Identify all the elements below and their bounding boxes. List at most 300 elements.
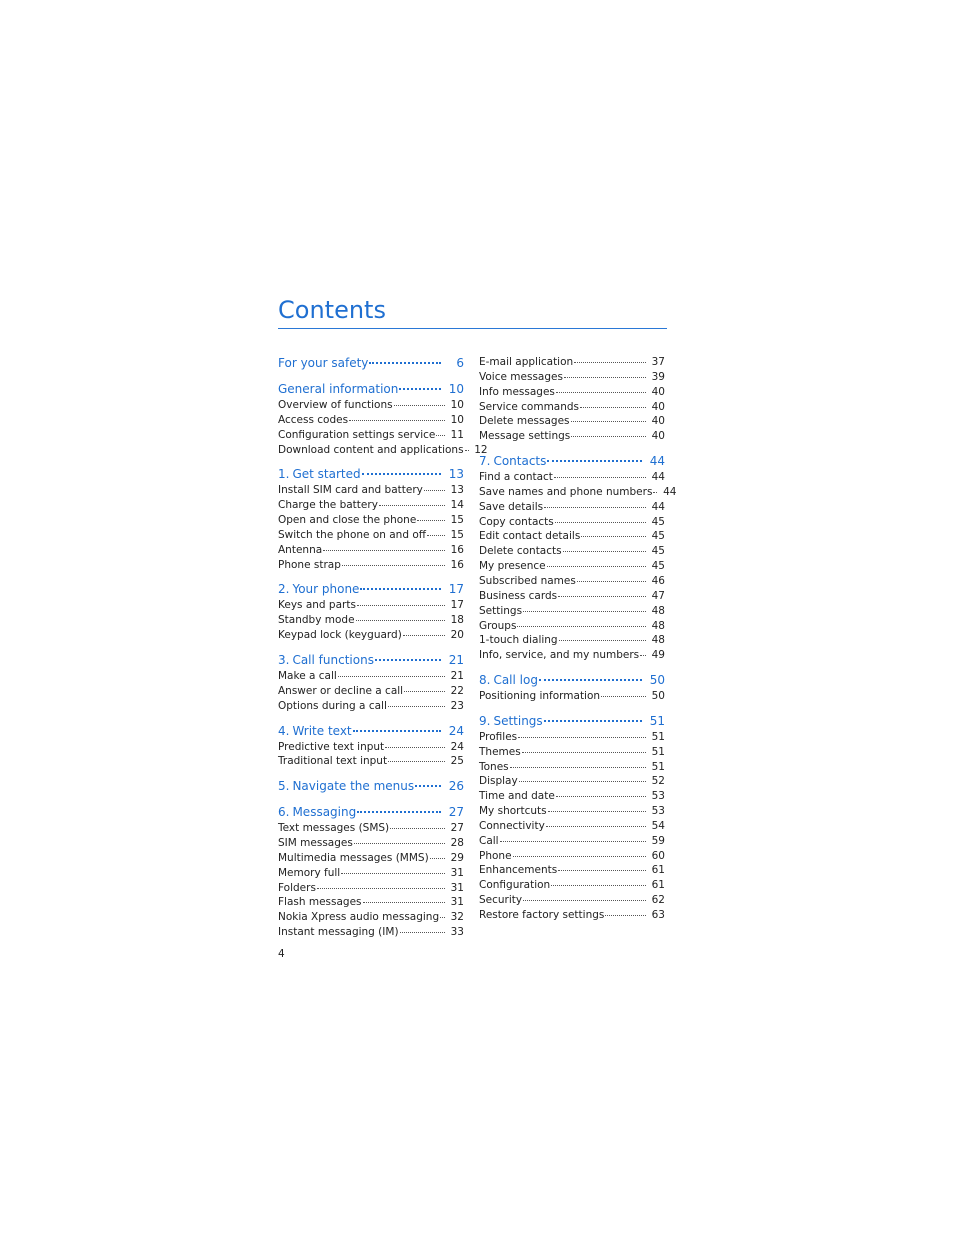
toc-entry-link[interactable] — [278, 413, 464, 428]
chapter-title: Get started — [292, 467, 361, 482]
dot-leader — [574, 362, 646, 363]
toc-entry-link[interactable] — [479, 414, 665, 429]
toc-entry-link[interactable] — [278, 836, 464, 851]
dot-leader — [500, 841, 646, 842]
chapter-page: 21 — [448, 652, 464, 667]
toc-entry-link[interactable] — [479, 589, 665, 604]
toc-entry-link[interactable] — [278, 866, 464, 881]
entry-title: Business cards — [479, 589, 558, 602]
toc-chapter-link[interactable] — [278, 355, 464, 372]
entry-title: Folders — [278, 881, 316, 894]
entry-page: 51 — [651, 730, 665, 743]
entry-title: Voice messages — [479, 370, 563, 383]
dot-leader — [440, 917, 445, 918]
dot-leader — [400, 932, 445, 933]
entry-page: 54 — [651, 819, 665, 832]
entry-page: 33 — [450, 926, 464, 939]
entry-page: 40 — [651, 400, 665, 413]
toc-entry-link[interactable] — [278, 740, 464, 755]
dot-leader — [564, 377, 646, 378]
chapter-title: General information — [278, 382, 399, 396]
toc-entry-link[interactable] — [479, 730, 665, 745]
toc-entry-link[interactable] — [278, 498, 464, 513]
toc-entry-link[interactable] — [479, 648, 665, 663]
chapter-page: 17 — [448, 582, 464, 597]
entry-title: Tones — [479, 760, 509, 773]
toc-chapter-link[interactable] — [278, 723, 464, 740]
toc-entry-link[interactable] — [278, 821, 464, 836]
entry-page: 21 — [450, 669, 464, 682]
entry-page: 40 — [651, 430, 665, 443]
title-divider — [278, 328, 667, 329]
dot-leader — [518, 737, 646, 738]
toc-entry-link[interactable] — [278, 483, 464, 498]
entry-page: 28 — [450, 837, 464, 850]
entry-page: 10 — [450, 399, 464, 411]
toc-entry-link[interactable] — [479, 834, 665, 849]
chapter-number: 9. — [479, 713, 491, 728]
entry-title: 1-touch dialing — [479, 634, 558, 647]
toc-entry-link[interactable] — [278, 925, 464, 940]
dot-leader — [544, 507, 646, 508]
toc-entry-link[interactable] — [479, 689, 665, 704]
toc-entry-link[interactable] — [479, 500, 665, 515]
toc-entry-link[interactable] — [479, 529, 665, 544]
dot-leader — [555, 522, 646, 523]
toc-entry-link[interactable] — [479, 633, 665, 648]
entry-title: Positioning information — [479, 690, 601, 703]
chapter-number: 3. — [278, 652, 290, 667]
toc-entry-link[interactable] — [278, 528, 464, 543]
entry-page: 48 — [651, 619, 665, 632]
toc-entry-link[interactable] — [278, 398, 464, 413]
toc-chapter-link[interactable] — [278, 652, 464, 669]
entry-page: 10 — [450, 413, 464, 426]
chapter-title: Contacts — [493, 454, 547, 469]
dot-leader — [357, 605, 445, 606]
dot-leader — [556, 392, 646, 393]
toc-entry-link[interactable] — [479, 789, 665, 804]
toc-section — [278, 652, 464, 714]
toc-right-column — [479, 355, 677, 932]
toc-entry-link[interactable] — [479, 355, 665, 370]
dot-leader — [317, 888, 445, 889]
toc-entry-link[interactable] — [479, 515, 665, 530]
entry-title: Overview of functions — [278, 399, 393, 411]
entry-page: 22 — [450, 684, 464, 697]
entry-title: Settings — [479, 604, 523, 617]
entry-page: 51 — [651, 760, 665, 773]
dot-leader — [430, 858, 445, 859]
entry-page: 23 — [450, 699, 464, 712]
dot-leader — [522, 752, 646, 753]
entry-page: 63 — [651, 909, 665, 921]
toc-entry-link[interactable] — [278, 910, 464, 925]
entry-page: 60 — [651, 849, 665, 862]
toc-entry-link[interactable] — [278, 851, 464, 866]
toc-entry-link[interactable] — [479, 544, 665, 559]
entry-title: Enhancements — [479, 864, 558, 877]
toc-chapter-link[interactable] — [278, 466, 464, 483]
entry-title: Subscribed names — [479, 574, 576, 587]
dot-leader — [523, 611, 646, 612]
entry-title: Standby mode — [278, 614, 355, 627]
toc-section — [479, 453, 677, 663]
dot-leader — [517, 626, 646, 627]
entry-title: Options during a call — [278, 699, 387, 712]
toc-section — [479, 672, 665, 704]
toc-entry-link[interactable] — [479, 574, 665, 589]
entry-page: 53 — [651, 790, 665, 803]
toc-left-column — [278, 355, 488, 949]
chapter-title: For your safety — [278, 356, 369, 370]
toc-entry-link[interactable] — [479, 849, 665, 864]
chapter-title: Call log — [493, 673, 538, 688]
entry-page: 45 — [651, 560, 665, 573]
dot-leader — [369, 362, 441, 364]
toc-entry-link[interactable] — [479, 908, 665, 923]
chapter-title: Your phone — [292, 582, 360, 597]
entry-title: Save names and phone numbers — [479, 485, 653, 498]
entry-page: 39 — [651, 370, 665, 383]
toc-entry-link[interactable] — [278, 428, 464, 443]
dot-leader — [349, 420, 445, 421]
chapter-page: 27 — [448, 805, 464, 820]
entry-page: 14 — [450, 499, 464, 512]
entry-page: 16 — [450, 558, 464, 571]
entry-page: 59 — [651, 834, 665, 847]
dot-leader — [417, 520, 445, 521]
chapter-title: Navigate the menus — [292, 779, 415, 794]
chapter-title: Call functions — [292, 652, 374, 667]
entry-page: 27 — [450, 822, 464, 835]
toc-entry-link[interactable] — [278, 754, 464, 769]
entry-page: 40 — [651, 385, 665, 398]
entry-page: 20 — [450, 629, 464, 642]
toc-entry-link[interactable] — [278, 558, 464, 573]
dot-leader — [559, 640, 646, 641]
entry-page: 16 — [450, 543, 464, 556]
dot-leader — [388, 706, 445, 707]
toc-entry-link[interactable] — [479, 429, 665, 444]
dot-leader — [424, 490, 445, 491]
entry-title: Phone — [479, 849, 512, 862]
entry-page: 17 — [450, 599, 464, 612]
entry-page: 45 — [651, 530, 665, 543]
entry-title: Call — [479, 834, 499, 847]
toc-entry-link[interactable] — [278, 895, 464, 910]
toc-entry-link[interactable] — [479, 804, 665, 819]
dot-leader — [385, 747, 445, 748]
entry-title: Text messages (SMS) — [278, 822, 390, 835]
entry-title: Groups — [479, 619, 517, 632]
entry-title: Security — [479, 894, 523, 907]
dot-leader — [548, 811, 646, 812]
entry-title: Themes — [479, 745, 521, 758]
entry-title: SIM messages — [278, 837, 353, 850]
toc-entry-link[interactable] — [479, 878, 665, 893]
entry-title: Traditional text input — [278, 755, 388, 768]
entry-title: Nokia Xpress audio messaging — [278, 911, 440, 924]
toc-entry-link[interactable] — [479, 760, 665, 775]
entry-title: Service commands — [479, 400, 580, 413]
toc-entry-link[interactable] — [479, 619, 665, 634]
toc-chapter-link[interactable] — [479, 713, 665, 730]
chapter-number: 8. — [479, 673, 491, 688]
chapter-page: 50 — [649, 673, 665, 688]
dot-leader — [394, 405, 445, 406]
entry-title: Multimedia messages (MMS) — [278, 851, 429, 864]
chapter-number: 6. — [278, 805, 290, 820]
toc-entry-link[interactable] — [479, 385, 665, 400]
entry-title: Find a contact — [479, 471, 553, 484]
entry-title: Configuration — [479, 879, 551, 892]
entry-title: Instant messaging (IM) — [278, 926, 399, 939]
entry-title: My shortcuts — [479, 805, 547, 818]
entry-page: 61 — [651, 864, 665, 877]
entry-page: 11 — [450, 428, 464, 441]
entry-page: 45 — [651, 515, 665, 528]
entry-title: Phone strap — [278, 558, 341, 571]
chapter-page: 51 — [649, 713, 665, 728]
dot-leader — [519, 781, 646, 782]
entry-title: Delete contacts — [479, 545, 562, 558]
toc-section — [278, 466, 464, 572]
entry-title: Edit contact details — [479, 530, 581, 543]
dot-leader — [356, 620, 445, 621]
toc-entry-link[interactable] — [278, 669, 464, 684]
toc-entry-link[interactable] — [278, 613, 464, 628]
dot-leader — [523, 900, 646, 901]
toc-chapter-link[interactable] — [278, 804, 464, 821]
chapter-page: 44 — [649, 454, 665, 469]
dot-leader — [577, 581, 646, 582]
dot-leader — [513, 856, 646, 857]
entry-title: Answer or decline a call — [278, 684, 404, 697]
dot-leader — [653, 492, 657, 493]
chapter-number: 1. — [278, 467, 290, 482]
entry-title: Flash messages — [278, 896, 362, 909]
dot-leader — [399, 388, 441, 390]
entry-page: 37 — [651, 356, 665, 368]
entry-page: 18 — [450, 614, 464, 627]
entry-page: 31 — [450, 896, 464, 909]
dot-leader — [605, 915, 646, 916]
chapter-number: 2. — [278, 582, 290, 597]
entry-title: Charge the battery — [278, 499, 378, 512]
dot-leader — [436, 435, 445, 436]
entry-title: Keypad lock (keyguard) — [278, 629, 402, 642]
entry-title: Switch the phone on and off — [278, 528, 426, 541]
entry-page: 53 — [651, 805, 665, 818]
entry-title: Open and close the phone — [278, 514, 417, 527]
entry-page: 15 — [450, 528, 464, 541]
toc-entry-link[interactable] — [479, 774, 665, 789]
chapter-title: Messaging — [292, 805, 357, 820]
dot-leader — [465, 450, 469, 451]
toc-entry-link[interactable] — [278, 598, 464, 613]
entry-page: 45 — [651, 545, 665, 558]
page-number: 4 — [278, 948, 285, 960]
toc-entry-link[interactable] — [278, 543, 464, 558]
dot-leader — [551, 885, 646, 886]
toc-entry-link[interactable] — [479, 559, 665, 574]
entry-title: My presence — [479, 560, 546, 573]
chapter-page: 26 — [448, 779, 464, 794]
toc-entry-link[interactable] — [479, 819, 665, 834]
dot-leader — [571, 421, 647, 422]
entry-title: E-mail application — [479, 356, 574, 368]
toc-chapter-link[interactable] — [479, 672, 665, 689]
dot-leader — [415, 785, 441, 787]
entry-page: 46 — [651, 574, 665, 587]
toc-section — [479, 355, 665, 444]
entry-page: 48 — [651, 634, 665, 647]
chapter-number: 5. — [278, 779, 290, 794]
dot-leader — [362, 473, 441, 475]
toc-entry-link[interactable] — [278, 628, 464, 643]
dot-leader — [360, 588, 441, 590]
entry-page: 31 — [450, 881, 464, 894]
dot-leader — [341, 873, 445, 874]
toc-chapter-link[interactable] — [278, 381, 464, 398]
entry-page: 44 — [651, 500, 665, 513]
toc-entry-link[interactable] — [278, 881, 464, 896]
entry-page: 48 — [651, 604, 665, 617]
entry-title: Save details — [479, 500, 544, 513]
entry-title: Copy contacts — [479, 515, 554, 528]
toc-entry-link[interactable] — [479, 370, 665, 385]
dot-leader — [640, 655, 646, 656]
dot-leader — [510, 767, 646, 768]
dot-leader — [388, 761, 445, 762]
chapter-page: 6 — [456, 356, 464, 370]
toc-chapter-link[interactable] — [278, 581, 464, 598]
entry-title: Restore factory settings — [479, 909, 605, 921]
entry-title: Download content and applications — [278, 443, 464, 456]
dot-leader — [563, 551, 646, 552]
entry-title: Make a call — [278, 669, 337, 682]
toc-section — [278, 804, 464, 940]
dot-leader — [354, 843, 445, 844]
chapter-number: 7. — [479, 454, 491, 469]
entry-title: Configuration settings service — [278, 428, 436, 441]
dot-leader — [357, 811, 441, 813]
toc-section — [479, 713, 665, 923]
dot-leader — [547, 566, 646, 567]
entry-page: 52 — [651, 775, 665, 788]
entry-page: 51 — [651, 745, 665, 758]
entry-page: 13 — [450, 484, 464, 497]
entry-title: Predictive text input — [278, 740, 385, 753]
entry-page: 62 — [651, 894, 665, 907]
chapter-page: 10 — [448, 382, 464, 396]
dot-leader — [390, 828, 445, 829]
toc-section — [278, 723, 464, 770]
entry-title: Antenna — [278, 543, 323, 556]
dot-leader — [353, 730, 441, 732]
entry-title: Delete messages — [479, 415, 570, 428]
entry-page: 61 — [651, 879, 665, 892]
toc-entry-link[interactable] — [479, 604, 665, 619]
entry-page: 50 — [651, 690, 665, 703]
entry-title: Access codes — [278, 413, 349, 426]
entry-title: Keys and parts — [278, 599, 356, 612]
dot-leader — [539, 679, 642, 681]
dot-leader — [544, 720, 642, 722]
dot-leader — [323, 550, 445, 551]
entry-page: 24 — [450, 740, 464, 753]
toc-entry-link[interactable] — [479, 893, 665, 908]
dot-leader — [404, 691, 445, 692]
toc-chapter-link[interactable] — [278, 778, 464, 795]
dot-leader — [403, 635, 445, 636]
dot-leader — [571, 436, 646, 437]
toc-section — [278, 381, 488, 457]
chapter-title: Write text — [292, 723, 352, 738]
chapter-page: 13 — [448, 467, 464, 482]
toc-entry-link[interactable] — [278, 513, 464, 528]
toc-entry-link[interactable] — [479, 745, 665, 760]
entry-page: 12 — [474, 443, 488, 456]
dot-leader — [427, 535, 445, 536]
dot-leader — [581, 536, 646, 537]
toc-entry-link[interactable] — [479, 400, 665, 415]
entry-title: Install SIM card and battery — [278, 484, 423, 497]
toc-section — [278, 778, 464, 795]
dot-leader — [363, 902, 445, 903]
entry-title: Memory full — [278, 866, 341, 879]
entry-page: 44 — [663, 485, 677, 498]
dot-leader — [338, 676, 445, 677]
entry-title: Display — [479, 775, 518, 788]
toc-section — [278, 355, 464, 372]
dot-leader — [554, 477, 646, 478]
entry-page: 25 — [450, 755, 464, 768]
entry-title: Time and date — [479, 790, 555, 803]
chapter-number: 4. — [278, 723, 290, 738]
chapter-page: 24 — [448, 723, 464, 738]
toc-entry-link[interactable] — [479, 470, 665, 485]
dot-leader — [546, 826, 646, 827]
toc-entry-link[interactable] — [479, 863, 665, 878]
dot-leader — [580, 407, 646, 408]
entry-page: 29 — [450, 851, 464, 864]
dot-leader — [556, 796, 646, 797]
toc-entry-link[interactable] — [479, 485, 677, 500]
dot-leader — [601, 696, 646, 697]
dot-leader — [375, 659, 441, 661]
entry-page: 15 — [450, 514, 464, 527]
toc-entry-link[interactable] — [278, 699, 464, 714]
entry-title: Info messages — [479, 385, 555, 398]
toc-entry-link[interactable] — [278, 684, 464, 699]
dot-leader — [558, 596, 646, 597]
page-title: Contents — [278, 296, 386, 324]
entry-title: Info, service, and my numbers — [479, 649, 640, 662]
entry-title: Message settings — [479, 430, 571, 443]
toc-entry-link[interactable] — [278, 443, 488, 458]
toc-section — [278, 581, 464, 643]
entry-page: 49 — [651, 649, 665, 662]
entry-page: 47 — [651, 589, 665, 602]
entry-page: 44 — [651, 471, 665, 484]
dot-leader — [558, 870, 646, 871]
entry-page: 32 — [450, 911, 464, 924]
dot-leader — [342, 565, 445, 566]
entry-title: Connectivity — [479, 819, 545, 832]
toc-chapter-link[interactable] — [479, 453, 665, 470]
